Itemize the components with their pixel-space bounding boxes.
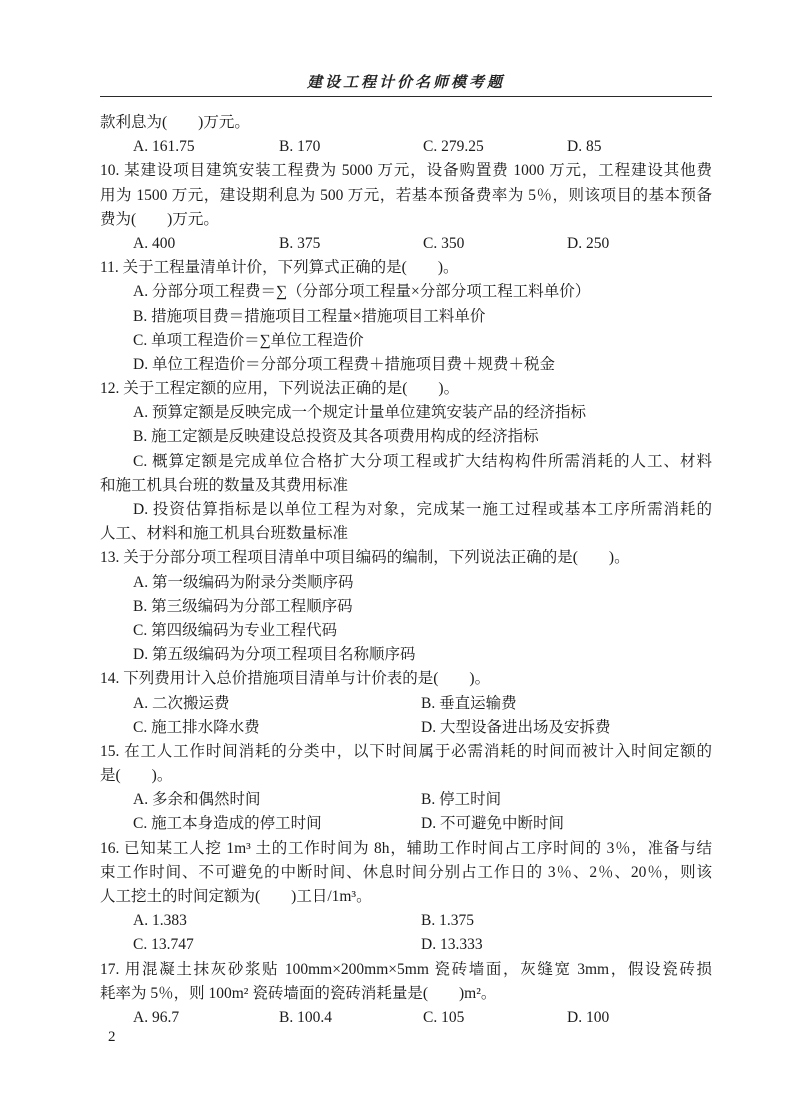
page-number: 2 xyxy=(108,1029,116,1045)
option-item: D. 85 xyxy=(567,138,602,156)
option-item: C. 279.25 xyxy=(423,138,484,156)
option-item: B. 停工时间 xyxy=(421,791,502,809)
question-line: 10. 某建设项目建筑安装工程费为 5000 万元，设备购置费 1000 万元，工程建设其他费 xyxy=(100,162,712,180)
options-row xyxy=(100,716,712,740)
options-row xyxy=(100,812,712,836)
option-item: A. 96.7 xyxy=(133,1008,180,1026)
option-line: B. 施工定额是反映建设总投资及其各项费用构成的经济指标 xyxy=(133,428,539,446)
option-line: A. 分部分项工程费＝∑（分部分项工程量×分部分项工程工料单价） xyxy=(133,283,591,301)
option-item: A. 二次搬运费 xyxy=(133,694,230,712)
question-continuation-line: 用为 1500 万元，建设期利息为 500 万元，若基本预备费率为 5％，则该项目的基本预备 xyxy=(100,186,712,204)
option-line: D. 单位工程造价＝分部分项工程费＋措施项目费＋规费＋税金 xyxy=(133,355,555,373)
option-item: A. 多余和偶然时间 xyxy=(133,791,261,809)
exam-body xyxy=(100,111,712,1030)
question-continuation-line: 款利息为( )万元。 xyxy=(100,114,250,131)
page-header-title: 建设工程计价名师模考题 xyxy=(306,75,505,91)
header-divider xyxy=(100,96,712,97)
options-row xyxy=(100,232,712,256)
question-line: 11. 关于工程量清单计价，下列算式正确的是( )。 xyxy=(100,259,459,277)
option-item: B. 375 xyxy=(279,234,321,252)
option-item: A. 1.383 xyxy=(133,912,187,930)
option-item: B. 1.375 xyxy=(421,912,474,930)
option-item: C. 350 xyxy=(423,234,465,252)
question-line: 17. 用混凝土抹灰砂浆贴 100mm×200mm×5mm 瓷砖墙面，灰缝宽 3mm，假设瓷砖损 xyxy=(100,960,712,978)
option-continuation-line: 和施工机具台班的数量及其费用标准 xyxy=(100,476,349,494)
options-row xyxy=(100,135,712,159)
question-continuation-line: 束工作时间、不可避免的中断时间、休息时间分别占工作日的 3％、2％、20％，则该 xyxy=(100,863,712,881)
option-item: C. 13.747 xyxy=(133,936,194,954)
option-item: A. 161.75 xyxy=(133,138,195,156)
option-item: C. 施工排水降水费 xyxy=(133,718,260,736)
option-line: D. 第五级编码为分项工程项目名称顺序码 xyxy=(133,646,416,664)
options-row xyxy=(100,692,712,716)
option-item: D. 不可避免中断时间 xyxy=(421,815,564,833)
option-continuation-line: 人工、材料和施工机具台班数量标准 xyxy=(100,525,349,543)
option-item: B. 垂直运输费 xyxy=(421,694,517,712)
options-row xyxy=(100,909,712,933)
question-line: 14. 下列费用计入总价措施项目清单与计价表的是( )。 xyxy=(100,670,491,688)
option-line: C. 第四级编码为专业工程代码 xyxy=(133,621,338,639)
option-item: C. 105 xyxy=(423,1008,465,1026)
option-line: C. 单项工程造价＝∑单位工程造价 xyxy=(133,331,364,349)
options-row xyxy=(100,933,712,957)
option-item: D. 大型设备进出场及安拆费 xyxy=(421,718,611,736)
question-line: 16. 已知某工人挖 1m³ 土的工作时间为 8h，辅助工作时间占工序时间的 3％，准备与结 xyxy=(100,839,712,857)
question-continuation-line: 是( )。 xyxy=(100,767,173,785)
question-line: 13. 关于分部分项工程项目清单中项目编码的编制，下列说法正确的是( )。 xyxy=(100,549,630,567)
option-line: D. 投资估算指标是以单位工程为对象，完成某一施工过程或基本工序所需消耗的 xyxy=(133,501,712,518)
option-item: D. 250 xyxy=(567,234,610,252)
option-item: D. 100 xyxy=(567,1008,610,1026)
options-row xyxy=(100,1006,712,1030)
option-item: A. 400 xyxy=(133,234,176,252)
question-line: 12. 关于工程定额的应用，下列说法正确的是( )。 xyxy=(100,380,460,398)
option-line: B. 第三级编码为分部工程顺序码 xyxy=(133,597,353,615)
option-line: A. 预算定额是反映完成一个规定计量单位建筑安装产品的经济指标 xyxy=(133,404,586,422)
option-item: B. 100.4 xyxy=(279,1008,332,1026)
option-item: B. 170 xyxy=(279,138,321,156)
question-continuation-line: 费为( )万元。 xyxy=(100,210,219,228)
option-line: C. 概算定额是完成单位合格扩大分项工程或扩大结构构件所需消耗的人工、材料 xyxy=(133,452,712,470)
option-line: A. 第一级编码为附录分类顺序码 xyxy=(133,573,354,591)
option-item: C. 施工本身造成的停工时间 xyxy=(133,815,322,833)
question-continuation-line: 人工挖土的时间定额为( )工日/1m³。 xyxy=(100,888,372,905)
question-continuation-line: 耗率为 5％，则 100m² 瓷砖墙面的瓷砖消耗量是( )m²。 xyxy=(100,984,497,1002)
options-row xyxy=(100,788,712,812)
option-item: D. 13.333 xyxy=(421,936,483,954)
option-line: B. 措施项目费＝措施项目工程量×措施项目工料单价 xyxy=(133,307,486,325)
question-line: 15. 在工人工作时间消耗的分类中，以下时间属于必需消耗的时间而被计入时间定额的 xyxy=(100,742,712,760)
